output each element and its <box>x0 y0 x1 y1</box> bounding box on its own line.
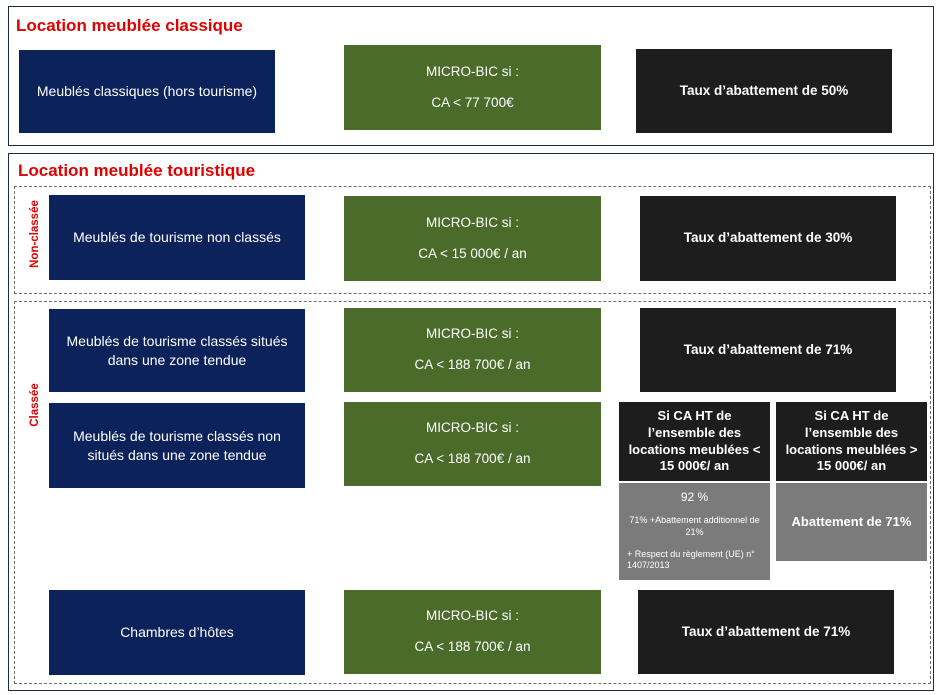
seuil-label: CA < 188 700€ / an <box>414 357 531 372</box>
box-regime-non-classee <box>344 196 601 281</box>
seuil-label: CA < 77 700€ <box>431 94 514 110</box>
condition-high-label: Si CA HT de l’ensemble des locations meublées > 15 000€/ an <box>785 407 918 474</box>
pct-label: 92 % <box>680 490 709 504</box>
regime-label: MICRO-BIC si : <box>426 63 519 79</box>
section-title-touristique: Location meublée touristique <box>18 161 256 180</box>
box-condition-high <box>776 402 927 481</box>
label-chambres: Chambres d’hôtes <box>120 624 234 641</box>
box-non-classes <box>49 195 305 280</box>
regime-label: MICRO-BIC si : <box>426 214 519 230</box>
label-hors-zone: Meublés de tourisme classés non situés dans une zone tendue <box>73 427 281 463</box>
taux-label: Taux d’abattement de 71% <box>681 623 851 639</box>
box-regime-classique <box>344 45 601 130</box>
box-condition-low <box>619 402 770 481</box>
regime-label: MICRO-BIC si : <box>426 420 519 436</box>
taux-label: Taux d’abattement de 71% <box>683 341 853 357</box>
taux-label: Taux d’abattement de 30% <box>683 230 853 246</box>
box-hors-zone <box>49 403 305 488</box>
condition-low-label: Si CA HT de l’ensemble des locations meublées < 15 000€/ an <box>628 407 761 474</box>
section-title-classique: Location meublée classique <box>16 16 243 35</box>
seuil-label: CA < 188 700€ / an <box>414 639 531 654</box>
box-zone-tendue <box>49 309 305 392</box>
regime-label: MICRO-BIC si : <box>426 608 519 624</box>
box-taux-zone-tendue <box>640 308 896 392</box>
box-regime-zone-tendue <box>344 308 601 392</box>
note-label: + Respect du règlement (UE) n° 1407/2013 <box>627 548 755 571</box>
detail-label: 71% +Abattement additionnel de 21% <box>629 515 760 537</box>
taux-high-label: Abattement de 71% <box>791 514 912 530</box>
box-taux-chambres <box>638 590 894 674</box>
side-label-classee: Classée <box>29 383 41 427</box>
box-regime-hors-zone <box>344 402 601 486</box>
box-taux-high <box>776 483 927 561</box>
box-taux-low <box>619 483 770 580</box>
box-regime-chambres <box>344 590 601 674</box>
box-chambres <box>49 590 305 675</box>
box-taux-classique <box>636 49 892 133</box>
box-meubles-classiques <box>19 50 275 133</box>
label-non-classes: Meublés de tourisme non classés <box>73 229 281 246</box>
label-meubles-classiques: Meublés classiques (hors tourisme) <box>36 83 258 100</box>
taux-label: Taux d’abattement de 50% <box>679 82 849 98</box>
seuil-label: CA < 188 700€ / an <box>414 451 531 466</box>
regime-label: MICRO-BIC si : <box>426 326 519 342</box>
label-zone-tendue: Meublés de tourisme classés situés dans une zone tendue <box>66 332 288 368</box>
seuil-label: CA < 15 000€ / an <box>418 245 527 261</box>
box-taux-non-classee <box>640 196 896 281</box>
side-label-non-classee: Non-classée <box>29 200 41 268</box>
